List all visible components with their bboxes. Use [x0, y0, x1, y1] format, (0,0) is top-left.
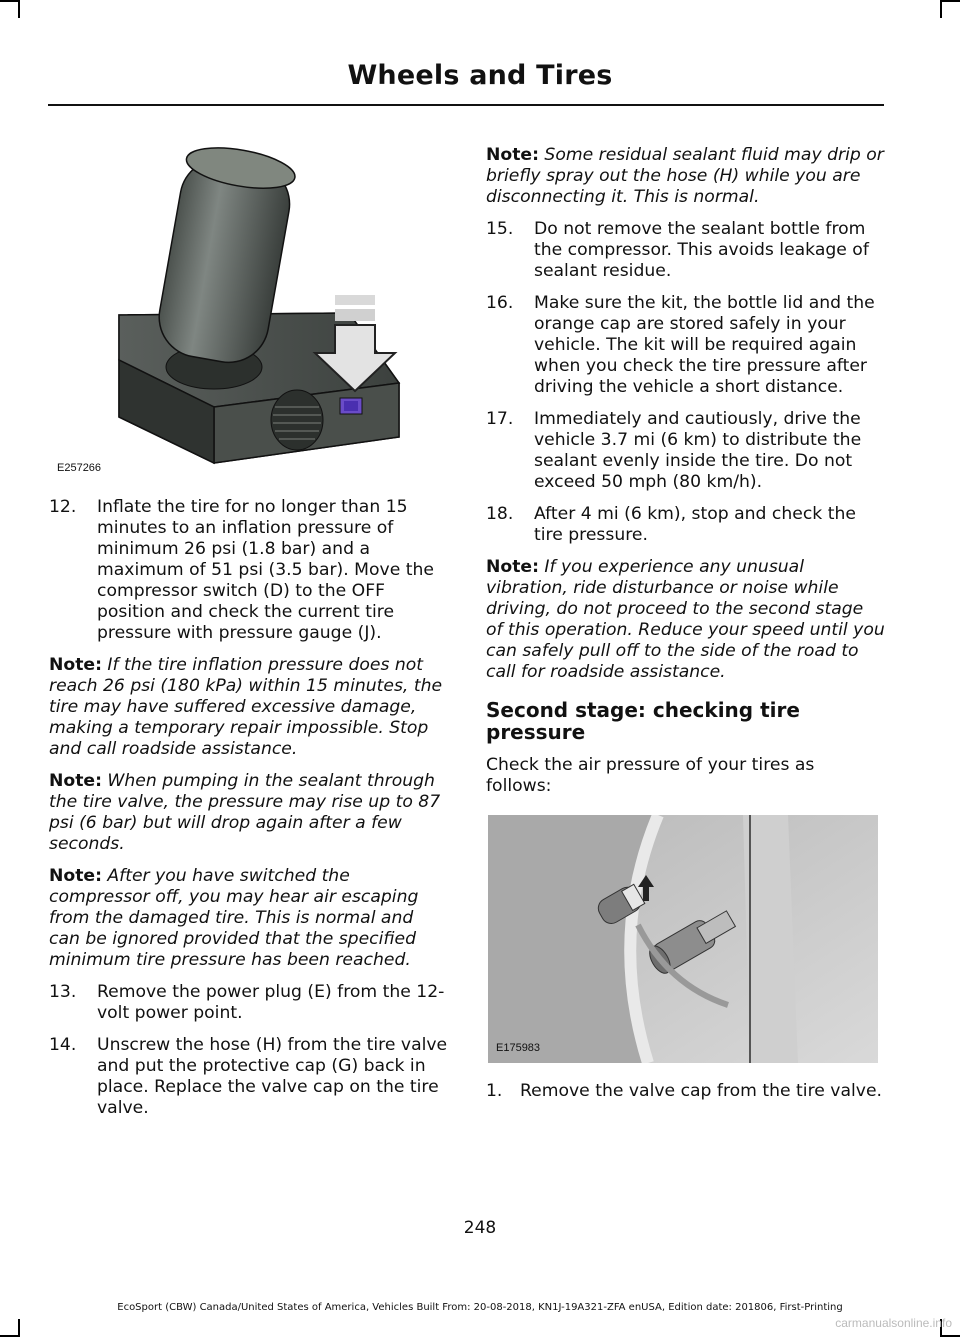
left-column	[49, 145, 448, 1130]
page-title: Wheels and Tires	[347, 60, 613, 91]
crop-mark	[942, 0, 960, 2]
step-text: Immediately and cautiously, drive the vehicle 3.7 mi (6 km) to distribute the sealant evenly inside the tire. Do not exceed 50 mph (80 km/h).	[534, 409, 862, 492]
figure-code: E257266	[57, 462, 102, 474]
list-item-18	[486, 504, 885, 546]
valve-illustration	[488, 815, 878, 1063]
step-number: 16.	[486, 293, 514, 313]
step-number: 1.	[486, 1081, 503, 1101]
compressor-image	[49, 145, 447, 483]
header-divider	[48, 104, 884, 106]
footer: EcoSport (CBW) Canada/United States of America, Vehicles Built From: 20-08-2018, KN1J-19A321-ZFA enUSA, Edition date: 201806, First-Printing	[117, 1302, 843, 1313]
note-label: Note:	[49, 771, 102, 791]
note	[486, 557, 885, 683]
step-text: Unscrew the hose (H) from the tire valve and put the protective cap (G) back in place. Replace the valve cap on the tire valve.	[97, 1035, 448, 1118]
list-item-16	[486, 293, 885, 398]
list-item-15	[486, 219, 885, 282]
note-label: Note:	[486, 557, 539, 577]
step-number: 15.	[486, 219, 514, 239]
list-item-12	[49, 497, 448, 644]
step-text: Make sure the kit, the bottle lid and the orange cap are stored safely in your vehicle. The kit will be required again when you check the tire pressure after driving the vehicle a short distance.	[534, 293, 875, 397]
step-number: 13.	[49, 982, 77, 1002]
note	[486, 145, 885, 208]
right-column	[486, 145, 885, 1113]
note	[49, 771, 448, 855]
section-heading: Second stage: checking tire pressure	[486, 698, 800, 744]
crop-mark	[940, 0, 942, 18]
page-number: 248	[463, 1218, 497, 1238]
note	[49, 655, 448, 760]
note-label: Note:	[486, 145, 539, 165]
step-number: 14.	[49, 1035, 77, 1055]
step-text: Inflate the tire for no longer than 15 minutes to an inflation pressure of minimum 26 psi (1.8 bar) and a maximum of 51 psi (3.5 bar). Move the compressor switch (D) to the OFF position and check the current tire pressure with pressure gauge (J).	[97, 497, 434, 643]
figure-code: E175983	[496, 1042, 541, 1054]
step-number: 18.	[486, 504, 514, 524]
step-text: After 4 mi (6 km), stop and check the tire pressure.	[534, 504, 856, 545]
compressor-illustration	[49, 145, 447, 483]
note-text: If the tire inflation pressure does not reach 26 psi (180 kPa) within 15 minutes, the tire may have suffered excessive damage, making a temporary repair impossible. Stop and call roadside assistance.	[49, 655, 443, 759]
list-item-17	[486, 409, 885, 493]
crop-mark	[18, 1319, 20, 1337]
list-item-13	[49, 982, 448, 1024]
intro-paragraph: Check the air pressure of your tires as follows:	[486, 755, 815, 796]
step-text: Remove the valve cap from the tire valve.	[520, 1081, 882, 1101]
step-text: Remove the power plug (E) from the 12-volt power point.	[97, 982, 445, 1023]
valve-image	[488, 815, 878, 1063]
note-label: Note:	[49, 866, 102, 886]
list-item-14	[49, 1035, 448, 1119]
step-number: 12.	[49, 497, 77, 517]
note-text: After you have switched the compressor off, you may hear air escaping from the damaged tire. This is normal and can be ignored provided that the specified minimum tire pressure has been reached.	[49, 866, 419, 970]
note-text: When pumping in the sealant through the tire valve, the pressure may rise up to 87 psi (6 bar) but will drop again after a few seconds.	[49, 771, 441, 854]
crop-mark	[18, 0, 20, 18]
note-text: Some residual sealant fluid may drip or briefly spray out the hose (H) while you are disconnecting it. This is normal.	[486, 145, 884, 207]
list-item-1	[486, 1081, 885, 1102]
crop-mark	[0, 0, 18, 2]
step-number: 17.	[486, 409, 514, 429]
note-text: If you experience any unusual vibration, ride disturbance or noise while driving, do not proceed to the second stage of this operation. Reduce your speed until you can safely pull off to the side of the road to call for roadside assistance.	[486, 557, 885, 682]
note-label: Note:	[49, 655, 102, 675]
step-text: Do not remove the sealant bottle from the compressor. This avoids leakage of sealant residue.	[534, 219, 869, 281]
note	[49, 866, 448, 971]
watermark[interactable]: carmanualsonline.info	[835, 1316, 952, 1330]
